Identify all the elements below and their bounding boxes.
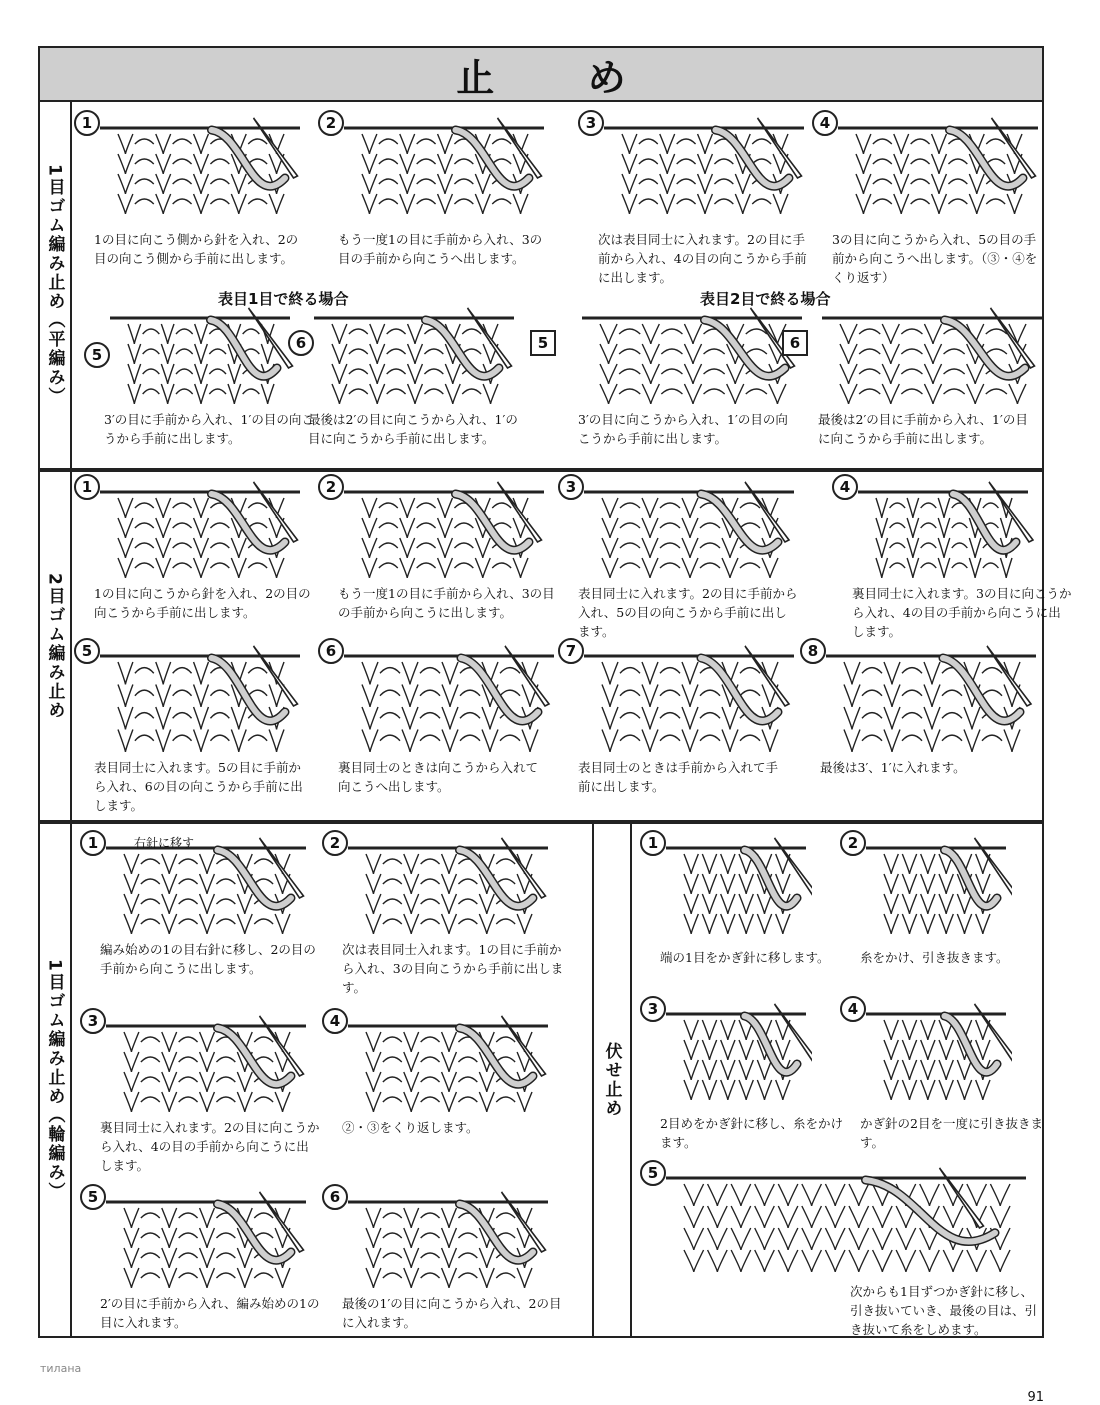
step-number: 4 [832, 474, 858, 500]
illustration [662, 998, 812, 1112]
step-caption: 3′の目に手前から入れ、1′の目の向こうから手前に出します。 [104, 412, 314, 446]
stitch-grid [118, 134, 284, 214]
section-label-box [40, 824, 72, 1336]
step-caption: 最後の1′の目に向こうから入れ、2の目に入れます。 [342, 1296, 562, 1330]
knitting-diagram [106, 302, 296, 412]
knitting-diagram [102, 1010, 312, 1120]
illustration [96, 112, 306, 226]
yarn-inner [426, 320, 500, 376]
stitch-grid [366, 854, 532, 934]
knitting-diagram [96, 640, 306, 760]
page-number: 91 [1027, 1390, 1044, 1405]
illustration [580, 476, 800, 590]
knitting-diagram [662, 832, 812, 942]
step-caption: 3の目に向こうから入れ、5の目の手前から向こうへ出します。（③・④をくり返す） [832, 232, 1038, 285]
step-number: 3 [558, 474, 584, 500]
illustration [344, 832, 554, 946]
step-caption: 次からも1目ずつかぎ針に移し、引き抜いていき、最後の目は、引き抜いて糸をしめます。 [850, 1284, 1038, 1337]
page-title-bar [38, 46, 1044, 102]
step-number: 7 [558, 638, 584, 664]
knitting-diagram [818, 302, 1048, 412]
stitch-grid [840, 324, 1026, 404]
step-caption: 2′の目に手前から入れ、編み始めの1の目に入れます。 [100, 1296, 320, 1330]
illustration [854, 476, 1034, 590]
yarn-inner [461, 658, 538, 721]
illustration [662, 832, 812, 946]
step-caption: 端の1目をかぎ針に移します。 [660, 950, 830, 965]
knitting-diagram [854, 476, 1034, 586]
step-number: 6 [288, 330, 314, 356]
step-caption: 1の目に向こうから針を入れ、2の目の向こうから手前に出します。 [94, 586, 311, 620]
knitting-diagram [102, 1186, 312, 1296]
step-number: 1 [640, 830, 666, 856]
stitch-grid [362, 134, 528, 214]
illustration [580, 640, 800, 764]
knitting-diagram [600, 112, 810, 222]
subheading-knit1-end: 表目1目で終る場合 [218, 290, 349, 308]
stitch-grid [118, 498, 284, 578]
section-label: 1目ゴム編み止め（輪編み） [44, 959, 65, 1201]
yarn [945, 320, 1026, 376]
step-caption: 裏目同士のときは向こうから入れて向こうへ出します。 [338, 760, 539, 794]
yarn [866, 1180, 996, 1242]
page-title: 止 め [456, 55, 666, 100]
knitting-diagram [310, 302, 520, 412]
knitting-diagram [862, 832, 1012, 942]
step-caption: 最後は2′の目に向こうから入れ、1′の目に向こうから手前に出します。 [308, 412, 518, 446]
stitch-grid [362, 662, 538, 752]
stitch-grid [366, 1032, 532, 1112]
yarn [701, 494, 778, 550]
yarn-inner [211, 320, 278, 376]
illustration [834, 112, 1044, 226]
illustration [102, 1010, 312, 1124]
yarn-inner [212, 658, 286, 721]
yarn-inner [456, 494, 530, 550]
step-number: 3 [640, 996, 666, 1022]
yarn-inner [218, 850, 292, 906]
illustration [822, 640, 1042, 764]
illustration [344, 1186, 554, 1300]
step-caption: 次は表目同士に入れます。2の目に手前から入れ、4の目の向こうから手前に出します。 [598, 232, 807, 285]
illustration [862, 998, 1012, 1112]
illustration [344, 1010, 554, 1124]
stitch-grid [124, 1208, 290, 1288]
knitting-diagram [822, 640, 1042, 760]
yarn-inner [943, 658, 1020, 721]
section-label-box [594, 822, 630, 1338]
illustration [600, 112, 810, 226]
knitting-diagram [340, 112, 550, 222]
step-number: 6 [322, 1184, 348, 1210]
step-caption: 最後は3′、1′に入れます。 [820, 760, 966, 775]
watermark: тилана [40, 1362, 82, 1375]
illustration [340, 476, 550, 590]
section-label: 1目ゴム編み止め（平編み） [44, 164, 65, 406]
divider [630, 822, 632, 1338]
illustration [662, 1162, 1032, 1284]
step-caption: 3′の目に向こうから入れ、1′の目の向こうから手前に出します。 [578, 412, 788, 446]
yarn-inner [212, 130, 286, 186]
subheading-knit2-end: 表目2目で終る場合 [700, 290, 831, 308]
step-caption: 表目同士のときは手前から入れて手前に出します。 [578, 760, 779, 794]
knitting-diagram [340, 476, 550, 586]
step-caption: 糸をかけ、引き抜きます。 [860, 950, 1009, 965]
step-caption: 編み始めの1の目右針に移し、2の目の手前から向こうに出します。 [100, 942, 316, 976]
stitch-grid [124, 1032, 290, 1112]
knitting-diagram [580, 476, 800, 586]
yarn-inner [218, 1028, 292, 1084]
step-number: 2 [840, 830, 866, 856]
yarn [705, 320, 786, 376]
step-number: 5 [80, 1184, 106, 1210]
stitch-grid [124, 854, 290, 934]
yarn-inner [460, 850, 534, 906]
step-caption: 裏目同士に入れます。3の目に向こうから入れ、4の目の手前から向こうに出します。 [852, 586, 1072, 639]
step-caption: ②・③をくり返します。 [342, 1120, 479, 1135]
yarn-inner [953, 494, 1016, 550]
illustration [340, 640, 560, 764]
step-number: 6 [782, 330, 808, 356]
step-number: 5 [74, 638, 100, 664]
step-number: 4 [322, 1008, 348, 1034]
section-label-box [40, 102, 72, 468]
step-number: 1 [74, 474, 100, 500]
knitting-diagram [578, 302, 808, 412]
knitting-diagram [344, 832, 554, 942]
step-number: 2 [318, 474, 344, 500]
illustration [96, 640, 306, 764]
stitch-grid [362, 498, 528, 578]
stitch-grid [602, 498, 778, 578]
yarn-inner [212, 494, 286, 550]
illustration [862, 832, 1012, 946]
stitch-grid [366, 1208, 532, 1288]
step-number: 3 [578, 110, 604, 136]
yarn-inner [950, 130, 1024, 186]
yarn-inner [701, 658, 778, 721]
step-number: 6 [318, 638, 344, 664]
yarn-inner [456, 130, 530, 186]
step-number: 1 [80, 830, 106, 856]
section-label: 伏せ止め [601, 1042, 622, 1118]
illustration [102, 1186, 312, 1300]
knitting-diagram [344, 1186, 554, 1296]
step-caption: もう一度1の目に手前から入れ、3の目の手前から向こうに出します。 [338, 586, 555, 620]
step-number: 8 [800, 638, 826, 664]
step-caption: 表目同士に入れます。5の目に手前から入れ、6の目の向こうから手前に出します。 [94, 760, 303, 813]
stitch-grid [844, 662, 1020, 752]
step-number: 1 [74, 110, 100, 136]
step-caption: もう一度1の目に手前から入れ、3の目の手前から向こうへ出します。 [338, 232, 543, 266]
step-caption: 最後は2′の目に手前から入れ、1′の目に向こうから手前に出します。 [818, 412, 1028, 446]
step-number: 4 [840, 996, 866, 1022]
illustration [310, 302, 520, 416]
stitch-grid [602, 662, 778, 752]
step-caption: 裏目同士に入れます。2の目に向こうから入れ、4の目の手前から向こうに出します。 [100, 1120, 320, 1173]
knitting-diagram [96, 476, 306, 586]
step-caption: 次は表目同士入れます。1の目に手前から入れ、3の目向こうから手前に出します。 [342, 942, 564, 995]
step-number: 2 [318, 110, 344, 136]
knitting-diagram [340, 640, 560, 760]
illustration [340, 112, 550, 226]
yarn-inner [460, 1204, 534, 1260]
annotation-move-to-right-needle: 右針に移す [134, 836, 195, 850]
illustration [818, 302, 1048, 416]
knitting-diagram [580, 640, 800, 760]
step-caption: 表目同士に入れます。2の目に手前から入れ、5の目の向こうから手前に出します。 [578, 586, 798, 639]
stitch-grid [332, 324, 498, 404]
yarn-inner [460, 1028, 534, 1084]
knitting-diagram [862, 998, 1012, 1108]
knitting-diagram [96, 112, 306, 222]
illustration [578, 302, 808, 416]
stitch-grid [118, 662, 284, 752]
section-label: 2目ゴム編み止め [44, 572, 65, 720]
step-number: 3 [80, 1008, 106, 1034]
step-caption: 1の目に向こう側から針を入れ、2の目の向こう側から手前に出します。 [94, 232, 299, 266]
yarn-inner [218, 1204, 292, 1260]
illustration [106, 302, 296, 416]
step-number: 2 [322, 830, 348, 856]
step-number: 4 [812, 110, 838, 136]
step-caption: 2目めをかぎ針に移し、糸をかけます。 [660, 1116, 843, 1150]
yarn-inner [716, 130, 790, 186]
stitch-grid [856, 134, 1022, 214]
step-number: 5 [84, 342, 110, 368]
step-caption: かぎ針の2目を一度に引き抜きます。 [860, 1116, 1043, 1150]
knitting-diagram [344, 1010, 554, 1120]
stitch-grid [600, 324, 786, 404]
knitting-diagram [834, 112, 1044, 222]
step-number: 5 [530, 330, 556, 356]
stitch-grid [622, 134, 788, 214]
illustration [96, 476, 306, 590]
section-label-box [40, 472, 72, 820]
step-number: 5 [640, 1160, 666, 1186]
knitting-diagram [662, 1162, 1032, 1280]
knitting-diagram [662, 998, 812, 1108]
